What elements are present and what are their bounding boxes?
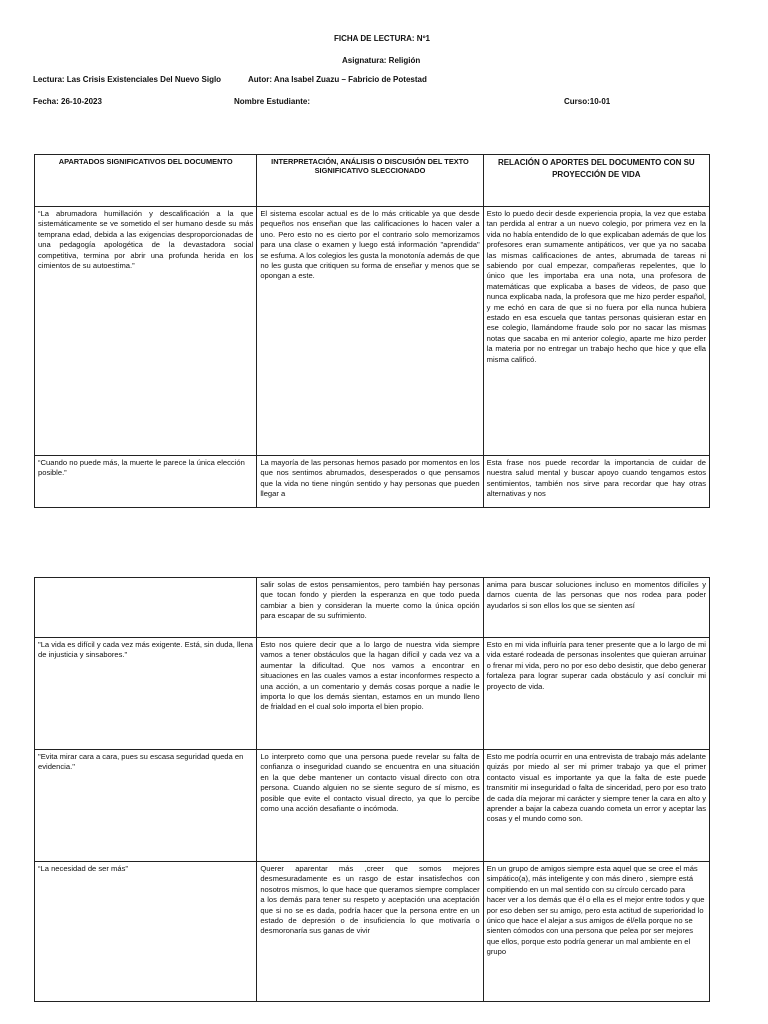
- table-row: [35, 638, 710, 750]
- subject-line: Asignatura: Religión: [342, 56, 421, 65]
- relation-cell: Esto me podría ocurrir en una entrevista de trabajo más adelante quizás por miedo al ser mi primer trabajo ya que el primer contacto visual es importante ya que la falta de este puede transmitir mi inseguridad o falta de sinceridad, pero por eso trato de cada día mejorar mi carácter y siempre tener la cara en alto y aprender a bajar la cabeza cuando cometa un error y aceptar las cosas y el mundo como son.: [483, 750, 709, 862]
- interpretation-cell: Querer aparentar más ,creer que somos mejores desmesuradamente es un rasgo de estar insatisfechos con nosotros mismos, lo que hace que queramos siempre complacer a los demás para tener su respeto y aceptación una aceptación que si no se es dada, podría hacer que la persona entre en un estado de depresión o de insuficiencia lo que motivaría o desmoronaría sus ganas de vivir: [257, 862, 483, 1002]
- interpretation-cell: Esto nos quiere decir que a lo largo de nuestra vida siempre vamos a tener obstáculos que la hagan difícil y cada vez va a aumentar la dificultad. Que nos vamos a encontrar en situaciones en las cuales vamos a estar inconformes respecto a una acción, a un comentario y demás cosas porque a nadie le importa lo que los demás sientan, estamos en un mundo lleno de frialdad en el cual solo importa el bien propio.: [257, 638, 483, 750]
- relation-cell: Esto en mi vida influiría para tener presente que a lo largo de mi vida estaré rodeada de personas insolentes que quieran arruinar o frenar mi vida, pero no por eso debo desistir, que debo generar fortaleza para lograr superar cada obstáculo y así concluir mi proyecto de vida.: [483, 638, 709, 750]
- interpretation-cell: El sistema escolar actual es de lo más criticable ya que desde pequeños nos enseñan que las calificaciones lo hacen valer a uno. Pero esto no es cierto por el contrario solo memorizamos para una clase o examen y luego está información "aprendida" se esfuma. A los colegios les gusta la monotonía además de que no les gusta que critiquen su forma de enseñar y menos que se opongan a este.: [257, 207, 483, 456]
- table-row: [35, 207, 710, 456]
- header-life-projection: RELACIÓN O APORTES DEL DOCUMENTO CON SU PROYECCIÓN DE VIDA: [483, 155, 709, 207]
- course-line: Curso:10-01: [564, 97, 611, 106]
- table-header-row: [35, 155, 710, 207]
- table-row: [35, 578, 710, 638]
- page-2: [0, 555, 768, 1024]
- quote-cell: "La vida es difícil y cada vez más exigente. Está, sin duda, llena de injusticia y sinsabores.": [35, 638, 257, 750]
- quote-cell: “La abrumadora humillación y descalificación a la que sistemáticamente se ve sometido el ser humano desde su más temprana edad, debida a las exigencias desproporcionadas de una pedagogía apologética de la devastadora social competitiva, termina por abrir una profunda herida en los cimientos de su autoestima.”: [35, 207, 257, 456]
- sheet-title: FICHA DE LECTURA: Nº1: [334, 34, 430, 43]
- table-row: [35, 750, 710, 862]
- reading-table-page-2: [34, 577, 710, 1002]
- table-row: [35, 862, 710, 1002]
- table-row: [35, 456, 710, 508]
- relation-cell: Esto lo puedo decir desde experiencia propia, la vez que estaba tan perdida al entrar a un nuevo colegio, por primera vez en la vida no había entendido de lo que explicaban además de que los profesores eran sumamente antipáticos, ver que ya no sacaba las mismas calificaciones de antes, abrumada de tareas ni sabiendo por cual empezar, compañeras repelentes, que lo único que les importaba era una nota, una profesora de matemáticas que explicaba a bases de videos, de paso que nunca explicaba nada, la profesora que me hizo perder español, y me echó en cara de que si no fuera por ella nunca hubiera estado en esa escuela que tantas personas quisieran estar en ese colegio, llamándome fraude solo por no sacar las mismas notas que sacaba en mi anterior colegio, aparte me hizo perder la materia por no entregar un trabajo hecho que hice y que ella misma calificó.: [483, 207, 709, 456]
- header-interpretation: INTERPRETACIÓN, ANÁLISIS O DISCUSIÓN DEL TEXTO SIGNIFICATIVO SLECCIONADO: [257, 155, 483, 207]
- interpretation-cell: salir solas de estos pensamientos, pero también hay personas que tocan fondo y pierden la esperanza en que todo pueda cambiar a bien y consideran la muerte como la única opción para escapar de su sufrimiento.: [257, 578, 483, 638]
- quote-cell: “Cuando no puede más, la muerte le parece la única elección posible.”: [35, 456, 257, 508]
- interpretation-cell: La mayoría de las personas hemos pasado por momentos en los que nos sentimos abrumados, desesperados o que pensamos que la vida no tiene ningún sentido y hay personas que pueden llegar a: [257, 456, 483, 508]
- quote-cell: “La necesidad de ser más”: [35, 862, 257, 1002]
- relation-cell: Esta frase nos puede recordar la importancia de cuidar de nuestra salud mental y buscar apoyo cuando tengamos estos sentimientos, también nos sirve para recordar que hay otras alternativas y nos: [483, 456, 709, 508]
- reading-line: Lectura: Las Crisis Existenciales Del Nuevo Siglo: [33, 75, 222, 84]
- date-line: Fecha: 26-10-2023: [33, 97, 102, 106]
- quote-cell: "Evita mirar cara a cara, pues su escasa seguridad queda en evidencia.": [35, 750, 257, 862]
- quote-cell: [35, 578, 257, 638]
- interpretation-cell: Lo interpreto como que una persona puede revelar su falta de confianza o inseguridad cuando se encuentra en una situación en la que debe mantener un contacto visual directo con otra persona. Cuando alguien no se siente seguro de sí mismo, es posible que evite el contacto visual directo, ya que lo percibe como una acción desafiante o incómoda.: [257, 750, 483, 862]
- page-gap: [0, 540, 768, 555]
- student-line: Nombre Estudiante:: [234, 97, 311, 106]
- relation-cell: anima para buscar soluciones incluso en momentos difíciles y darnos cuenta de las personas que nos rodea para poder ayudarlos si son ellos los que se sienten así: [483, 578, 709, 638]
- header-significant-sections: APARTADOS SIGNIFICATIVOS DEL DOCUMENTO: [35, 155, 257, 207]
- reading-table-page-1: [34, 154, 710, 508]
- relation-cell: En un grupo de amigos siempre esta aquel que se cree el más simpático(a), más inteligente y con más dinero , siempre está compitiendo en un mal sentido con su círculo cercado para hacer ver a los demás que él o ella es el mejor entre todos y que por eso deben ser su amigo, pero esta actitud de superioridad lo único que hace el alejar a sus amigos de él/ella porque no se sienten cómodos con una persona que pelea por ser mejores que ellos, porque esto podría generar un mal ambiente en el grupo: [483, 862, 709, 1002]
- author-line: Autor: Ana Isabel Zuazu – Fabricio de Potestad: [248, 75, 427, 84]
